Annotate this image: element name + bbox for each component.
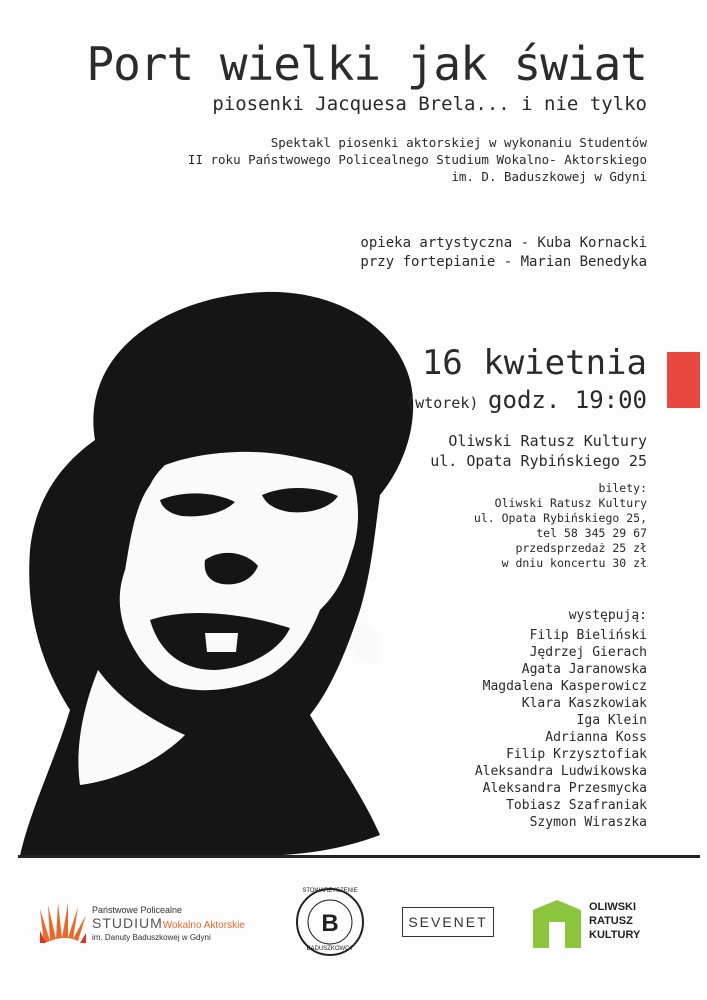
stowarzyszenie-mark: B [321,910,339,937]
ratusz-line: OLIWSKI [589,901,637,913]
credit-artistic: opieka artystyczna - Kuba Kornacki [360,235,647,251]
cast-header: występują: [568,608,647,623]
poster-title: Port wielki jak świat [86,37,647,91]
studium-line2 [92,915,245,933]
cast-member: Szymon Wiraszka [529,815,647,830]
venue-address: ul. Opata Rybińskiego 25 [430,452,647,470]
tickets-line: tel 58 345 29 67 [536,526,647,540]
tickets-line: Oliwski Ratusz Kultury [494,496,647,510]
studium-word: STUDIUM [92,915,163,931]
cast-member: Filip Bieliński [529,628,647,643]
venue-name: Oliwski Ratusz Kultury [448,432,647,450]
studium-line3: im. Danuty Baduszkowej w Gdyni [92,933,211,942]
tickets-line: w dniu koncertu 30 zł [501,556,647,570]
cast-member: Adrianna Koss [545,730,647,745]
cast-member: Tobiasz Szafraniak [506,798,647,813]
stowarzyszenie-top-text: STOWARZYSZENIE [302,888,358,894]
description-line: im. D. Baduszkowej w Gdyni [451,169,647,184]
studium-line1: Państwowe Policealne [92,905,183,915]
event-day: (wtorek) [406,394,479,412]
stowarzyszenie-bottom-text: BADUSZKOWCY [306,946,354,952]
cast-member: Jędrzej Gierach [529,645,647,660]
event-time-line [406,386,647,414]
cast-member: Iga Klein [576,713,647,728]
studium-logo [40,900,280,950]
sevenet-logo: SEVENET [402,907,494,937]
cast-member: Aleksandra Przesmycka [482,781,647,796]
tickets-line: bilety: [598,481,647,495]
cast-member: Aleksandra Ludwikowska [474,764,647,779]
cast-member: Magdalena Kasperowicz [482,679,647,694]
ratusz-logo [533,898,663,950]
cast-member: Agata Jaranowska [521,662,647,677]
ratusz-line: RATUSZ [589,915,633,927]
cast-member: Filip Krzysztofiak [506,747,647,762]
event-date: 16 kwietnia [421,343,647,383]
studium-subword: Wokalno Aktorskie [162,920,245,931]
studium-sunburst-icon [40,903,86,943]
ratusz-building-icon [533,900,581,948]
divider-line [18,855,700,858]
credit-piano: przy fortepianie - Marian Benedyka [360,254,647,270]
description-line: II roku Państwowego Policealnego Studium Wokalno- Aktorskiego [187,152,647,167]
event-time: godz. 19:00 [488,386,647,414]
poster-subtitle: piosenki Jacquesa Brela... i nie tylko [212,93,647,115]
tickets-line: przedsprzedaż 25 zł [515,541,647,555]
portrait-illustration [0,290,470,856]
accent-square [667,352,700,408]
ratusz-line: KULTURY [589,929,641,941]
tickets-line: ul. Opata Rybińskiego 25, [473,511,647,525]
cast-member: Klara Kaszkowiak [521,696,647,711]
description-line: Spektakl piosenki aktorskiej w wykonaniu Studentów [270,135,647,150]
stowarzyszenie-logo [294,886,366,958]
